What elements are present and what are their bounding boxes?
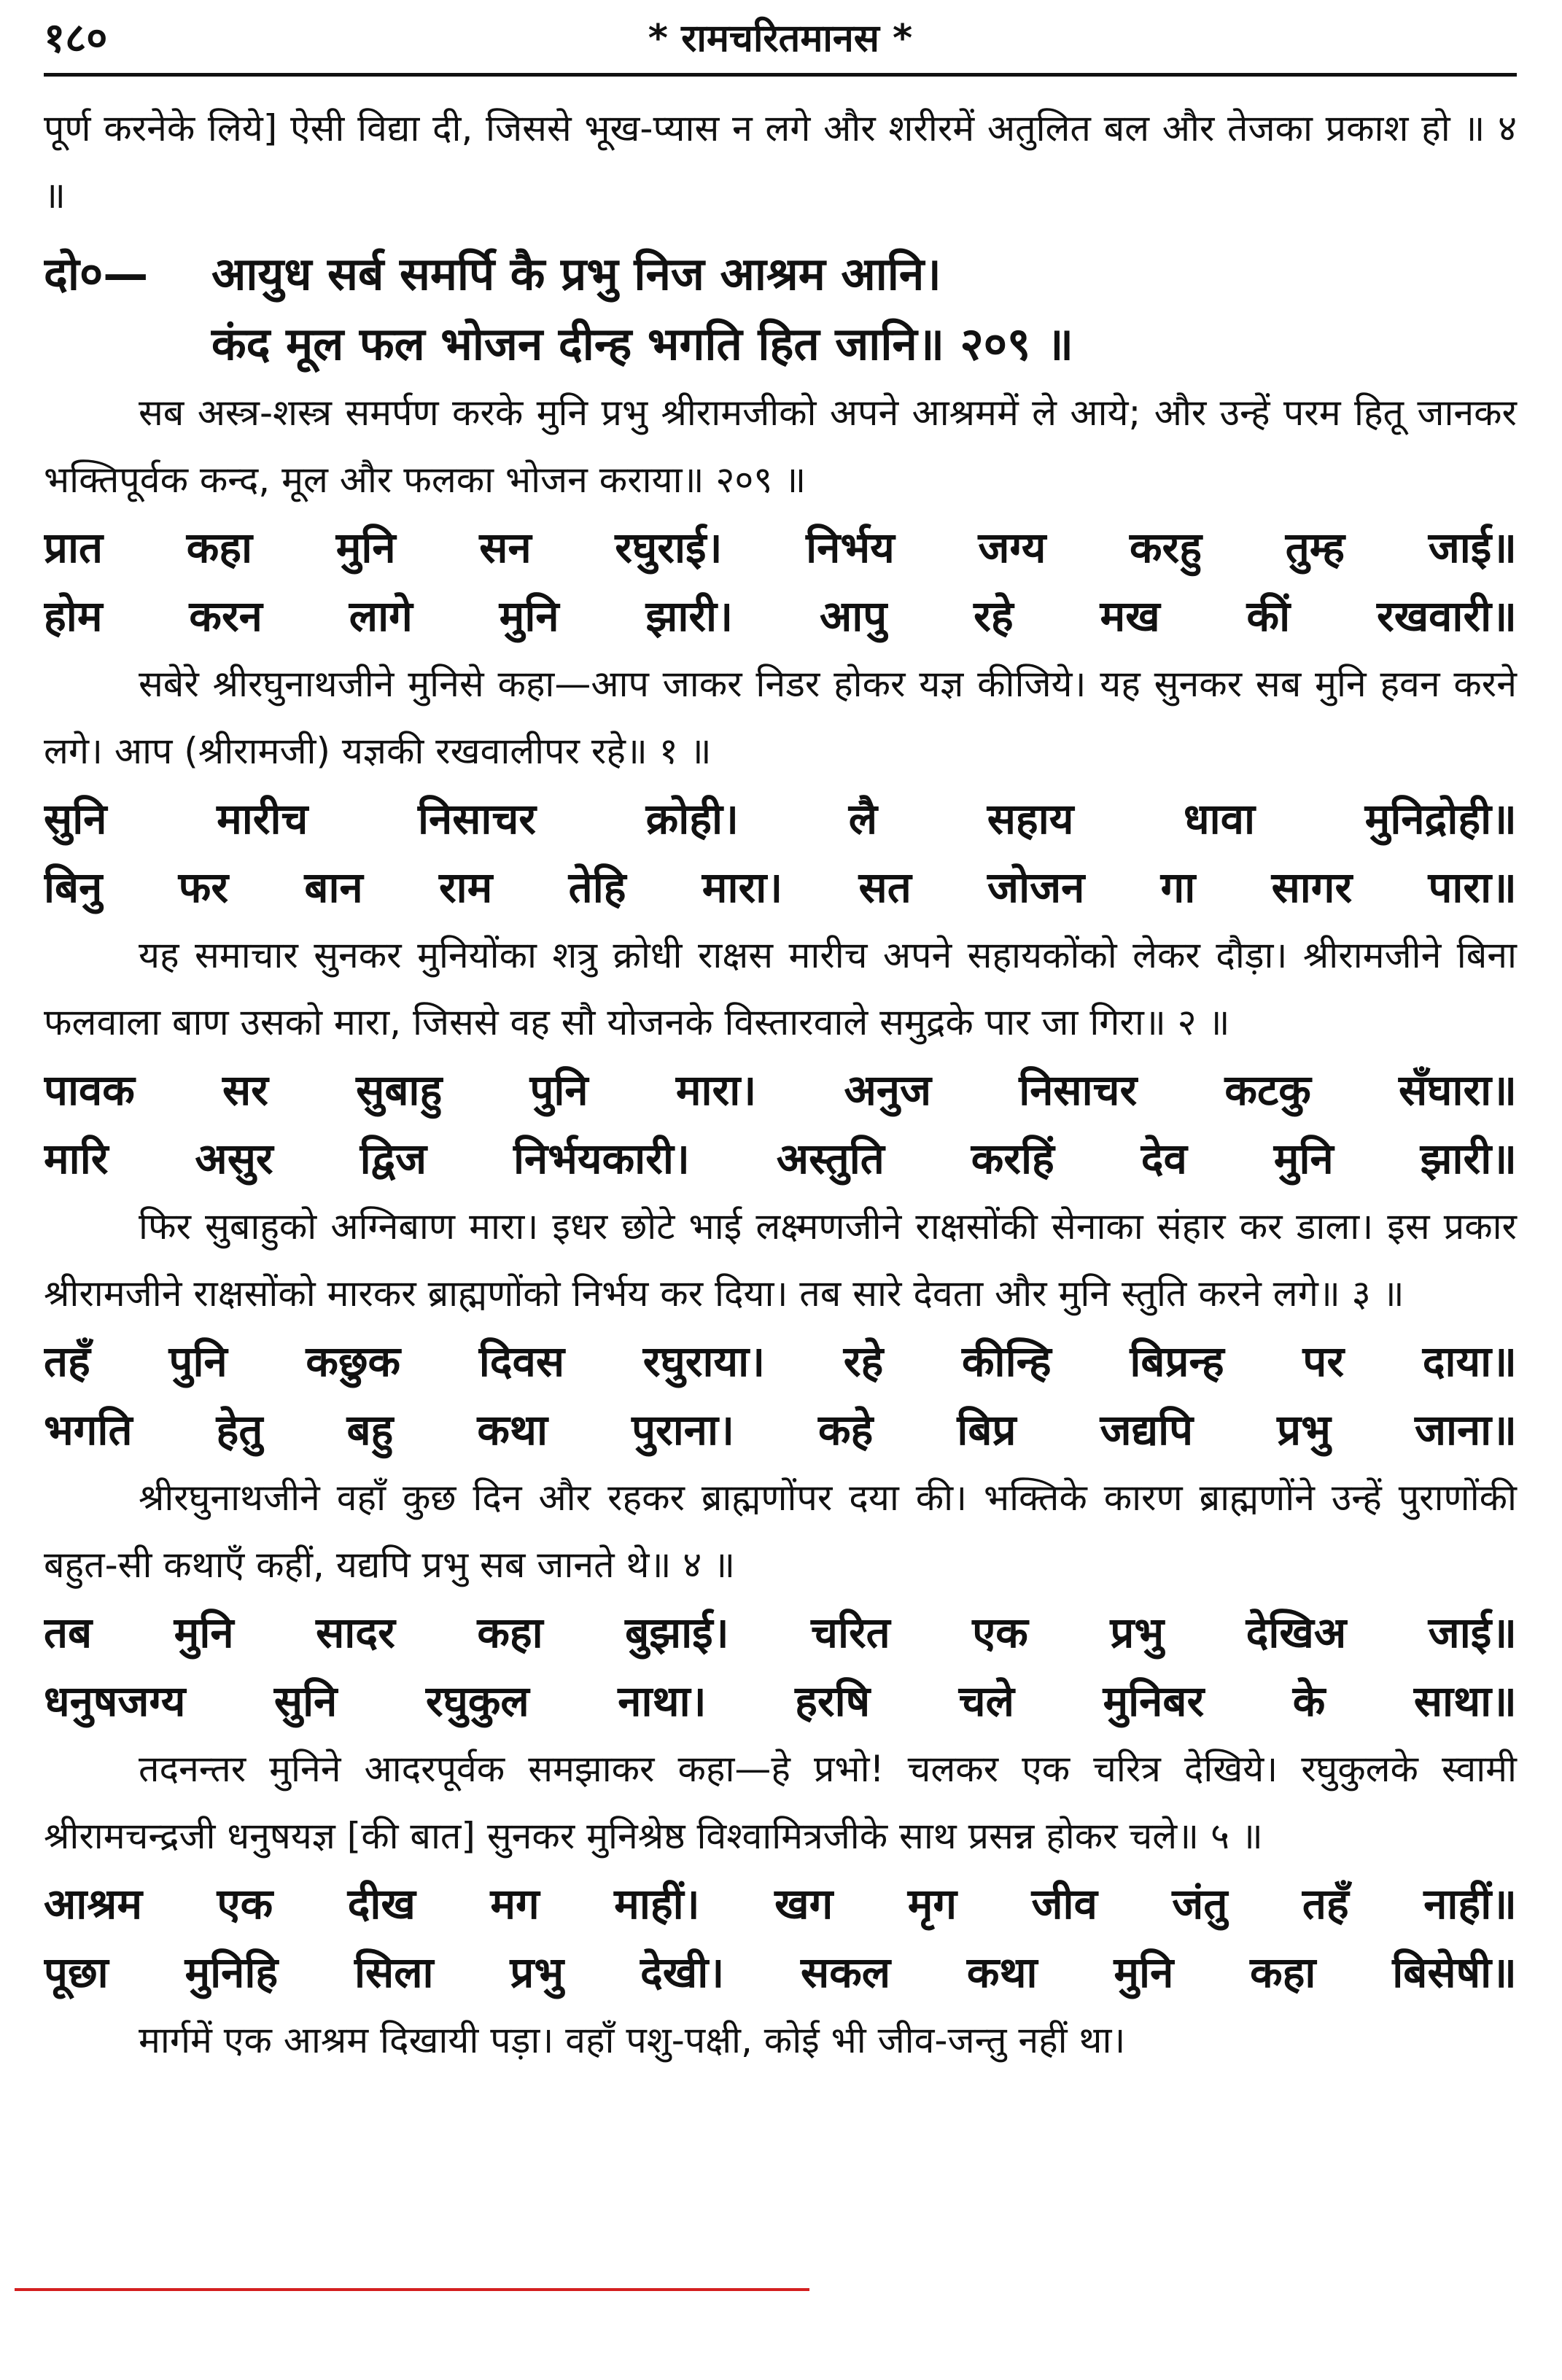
chaupai-line: धनुषजग्य सुनि रघुकुल नाथा। हरषि चले मुनिबर के साथा॥ bbox=[44, 1676, 1517, 1726]
chaupai-line: आश्रम एक दीख मग माहीं। खग मृग जीव जंतु तहँ नाहीं॥ bbox=[44, 1879, 1517, 1929]
doha-text: आयुध सर्ब समर्पि कै प्रभु निज आश्रम आनि। bbox=[211, 247, 941, 300]
page-header bbox=[44, 7, 1517, 73]
chaupai-line: भगति हेतु बहु कथा पुराना। कहे बिप्र जद्यपि प्रभु जाना॥ bbox=[44, 1405, 1517, 1455]
chaupai-line: बिनु फर बान राम तेहि मारा। सत जोजन गा सागर पारा॥ bbox=[44, 863, 1517, 912]
prose-paragraph: तदनन्तर मुनिने आदरपूर्वक समझाकर कहा—हे प्रभो! चलकर एक चरित्र देखिये। रघुकुलके स्वामी श्रीरामचन्द्रजी धनुषयज्ञ [की बात] सुनकर मुनिश्रेष्ठ विश्वामित्रजीके साथ प्रसन्न होकर चले॥ ५ ॥ bbox=[44, 1748, 1517, 1857]
page-body bbox=[44, 95, 1517, 2074]
page-number: १८० bbox=[44, 15, 108, 62]
chaupai-line: प्रात कहा मुनि सन रघुराई। निर्भय जग्य करहु तुम्ह जाई॥ bbox=[44, 523, 1517, 572]
chaupai-line: पूछा मुनिहि सिला प्रभु देखी। सकल कथा मुनि कहा बिसेषी॥ bbox=[44, 1948, 1517, 1997]
doha-line bbox=[44, 239, 1517, 309]
prose-paragraph: फिर सुबाहुको अग्निबाण मारा। इधर छोटे भाई लक्ष्मणजीने राक्षसोंकी सेनाका संहार कर डाला। इस प्रकार श्रीरामजीने राक्षसोंको मारकर ब्राह्मणोंको निर्भय कर दिया। तब सारे देवता और मुनि स्तुति करने लगे॥ ३ ॥ bbox=[44, 1205, 1517, 1315]
chaupai-line: तब मुनि सादर कहा बुझाई। चरित एक प्रभु देखिअ जाई॥ bbox=[44, 1608, 1517, 1657]
prose-paragraph: सब अस्त्र-शस्त्र समर्पण करके मुनि प्रभु श्रीरामजीको अपने आश्रममें ले आये; और उन्हें परम हितू जानकर भक्तिपूर्वक कन्द, मूल और फलका भोजन कराया॥ २०९ ॥ bbox=[44, 392, 1517, 501]
chaupai-line: होम करन लागे मुनि झारी। आपु रहे मख कीं रखवारी॥ bbox=[44, 591, 1517, 641]
chaupai-line: पावक सर सुबाहु पुनि मारा। अनुज निसाचर कटकु सँघारा॥ bbox=[44, 1065, 1517, 1115]
chaupai-line: मारि असुर द्विज निर्भयकारी। अस्तुति करहिं देव मुनि झारी॥ bbox=[44, 1134, 1517, 1183]
prose-paragraph: सबेरे श्रीरघुनाथजीने मुनिसे कहा—आप जाकर निडर होकर यज्ञ कीजिये। यह सुनकर सब मुनि हवन करने लगे। आप (श्रीरामजी) यज्ञकी रखवालीपर रहे॥ १ ॥ bbox=[44, 663, 1517, 772]
red-underline-mark bbox=[15, 2288, 809, 2291]
prose-paragraph: मार्गमें एक आश्रम दिखायी पड़ा। वहाँ पशु-पक्षी, कोई भी जीव-जन्तु नहीं था। bbox=[139, 2019, 1126, 2061]
prose-paragraph: यह समाचार सुनकर मुनियोंका शत्रु क्रोधी राक्षस मारीच अपने सहायकोंको लेकर दौड़ा। श्रीरामजीने बिना फलवाला बाण उसको मारा, जिससे वह सौ योजनके विस्तारवाले समुद्रके पार जा गिरा॥ २ ॥ bbox=[44, 934, 1517, 1043]
running-title: * रामचरितमानस * bbox=[648, 17, 913, 61]
prose-paragraph: श्रीरघुनाथजीने वहाँ कुछ दिन और रहकर ब्राह्मणोंपर दया की। भक्तिके कारण ब्राह्मणोंने उन्हें पुराणोंकी बहुत-सी कथाएँ कहीं, यद्यपि प्रभु सब जानते थे॥ ४ ॥ bbox=[44, 1477, 1517, 1586]
chaupai-line: सुनि मारीच निसाचर क्रोही। लै सहाय धावा मुनिद्रोही॥ bbox=[44, 794, 1517, 844]
chaupai-line: तहँ पुनि कछुक दिवस रघुराया। रहे कीन्हि बिप्रन्ह पर दाया॥ bbox=[44, 1337, 1517, 1386]
header-rule bbox=[44, 73, 1517, 77]
doha-line: कंद मूल फल भोजन दीन्ह भगति हित जानि॥ २०९ ॥ bbox=[211, 317, 1073, 370]
prose-paragraph: पूर्ण करनेके लिये] ऐसी विद्या दी, जिससे भूख-प्यास न लगे और शरीरमें अतुलित बल और तेजका प्रकाश हो ॥ ४ ॥ bbox=[44, 107, 1517, 217]
doha-label: दो०— bbox=[44, 247, 149, 300]
